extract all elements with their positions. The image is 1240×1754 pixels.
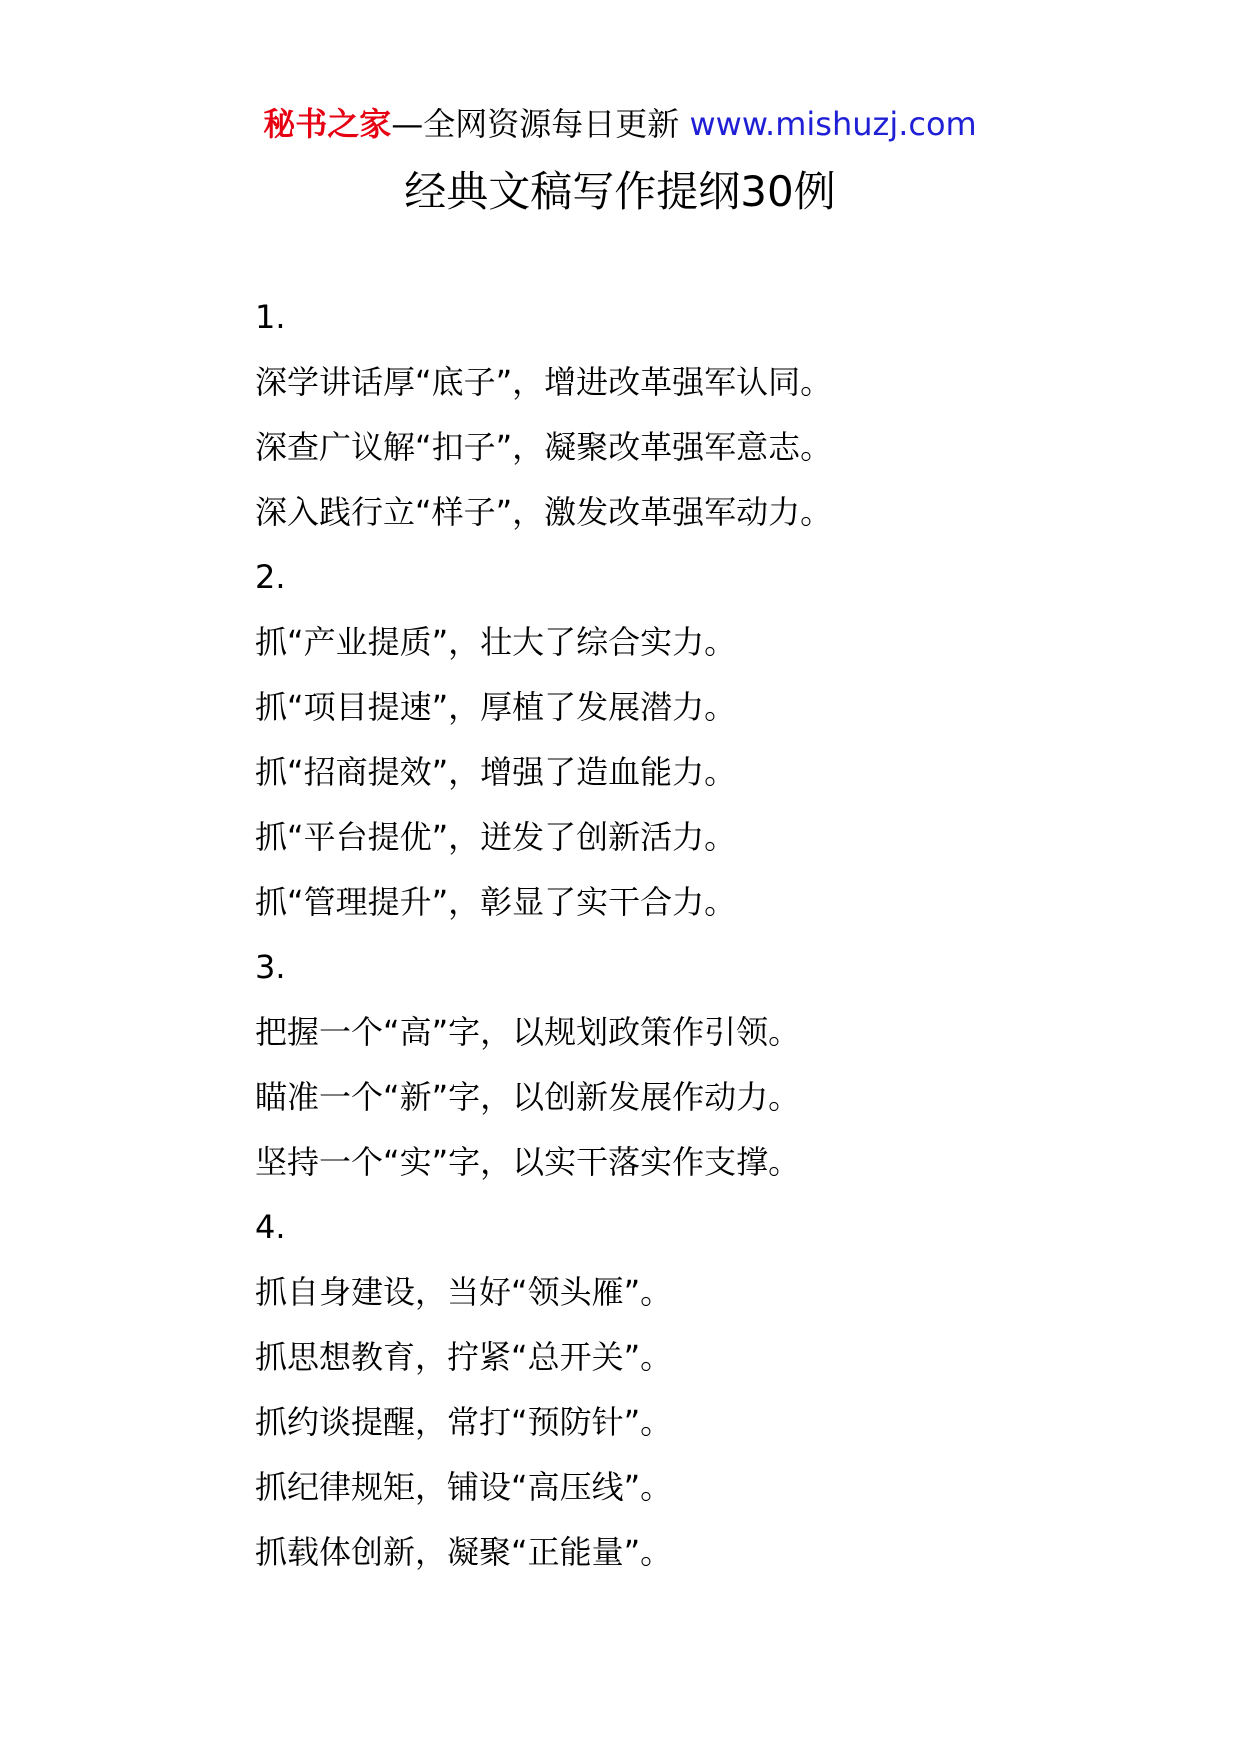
text-line: 深入践行立“样子”，激发改革强军动力。	[255, 493, 833, 531]
text-line: 抓“产业提质”，壮大了综合实力。	[255, 623, 737, 661]
text-line: 抓“平台提优”，迸发了创新活力。	[255, 818, 737, 856]
text-line: 瞄准一个“新”字，以创新发展作动力。	[255, 1078, 801, 1116]
text-line: 深学讲话厚“底子”，增进改革强军认同。	[255, 363, 833, 401]
section-number: 2.	[255, 558, 286, 596]
section-number: 1.	[255, 298, 286, 336]
site-slogan: —全网资源每日更新	[391, 105, 690, 143]
document-title: 经典文稿写作提纲30例	[404, 167, 836, 216]
text-line: 抓载体创新，凝聚“正能量”。	[255, 1533, 673, 1571]
section-number: 3.	[255, 948, 286, 986]
site-header	[0, 100, 1240, 148]
site-brand: 秘书之家	[263, 105, 392, 143]
site-url-link[interactable]: www.mishuzj.com	[689, 105, 977, 143]
text-line: 抓自身建设，当好“领头雁”。	[255, 1273, 673, 1311]
text-line: 抓“管理提升”，彰显了实干合力。	[255, 883, 737, 921]
text-line: 抓“招商提效”，增强了造血能力。	[255, 753, 737, 791]
text-line: 坚持一个“实”字，以实干落实作支撑。	[255, 1143, 801, 1181]
document-body	[255, 292, 1155, 1592]
section-number: 4.	[255, 1208, 286, 1246]
text-line: 把握一个“高”字，以规划政策作引领。	[255, 1013, 801, 1051]
text-line: 深查广议解“扣子”，凝聚改革强军意志。	[255, 428, 833, 466]
text-line: 抓“项目提速”，厚植了发展潜力。	[255, 688, 737, 726]
text-line: 抓约谈提醒，常打“预防针”。	[255, 1403, 673, 1441]
text-line: 抓思想教育，拧紧“总开关”。	[255, 1338, 673, 1376]
text-line: 抓纪律规矩，铺设“高压线”。	[255, 1468, 673, 1506]
